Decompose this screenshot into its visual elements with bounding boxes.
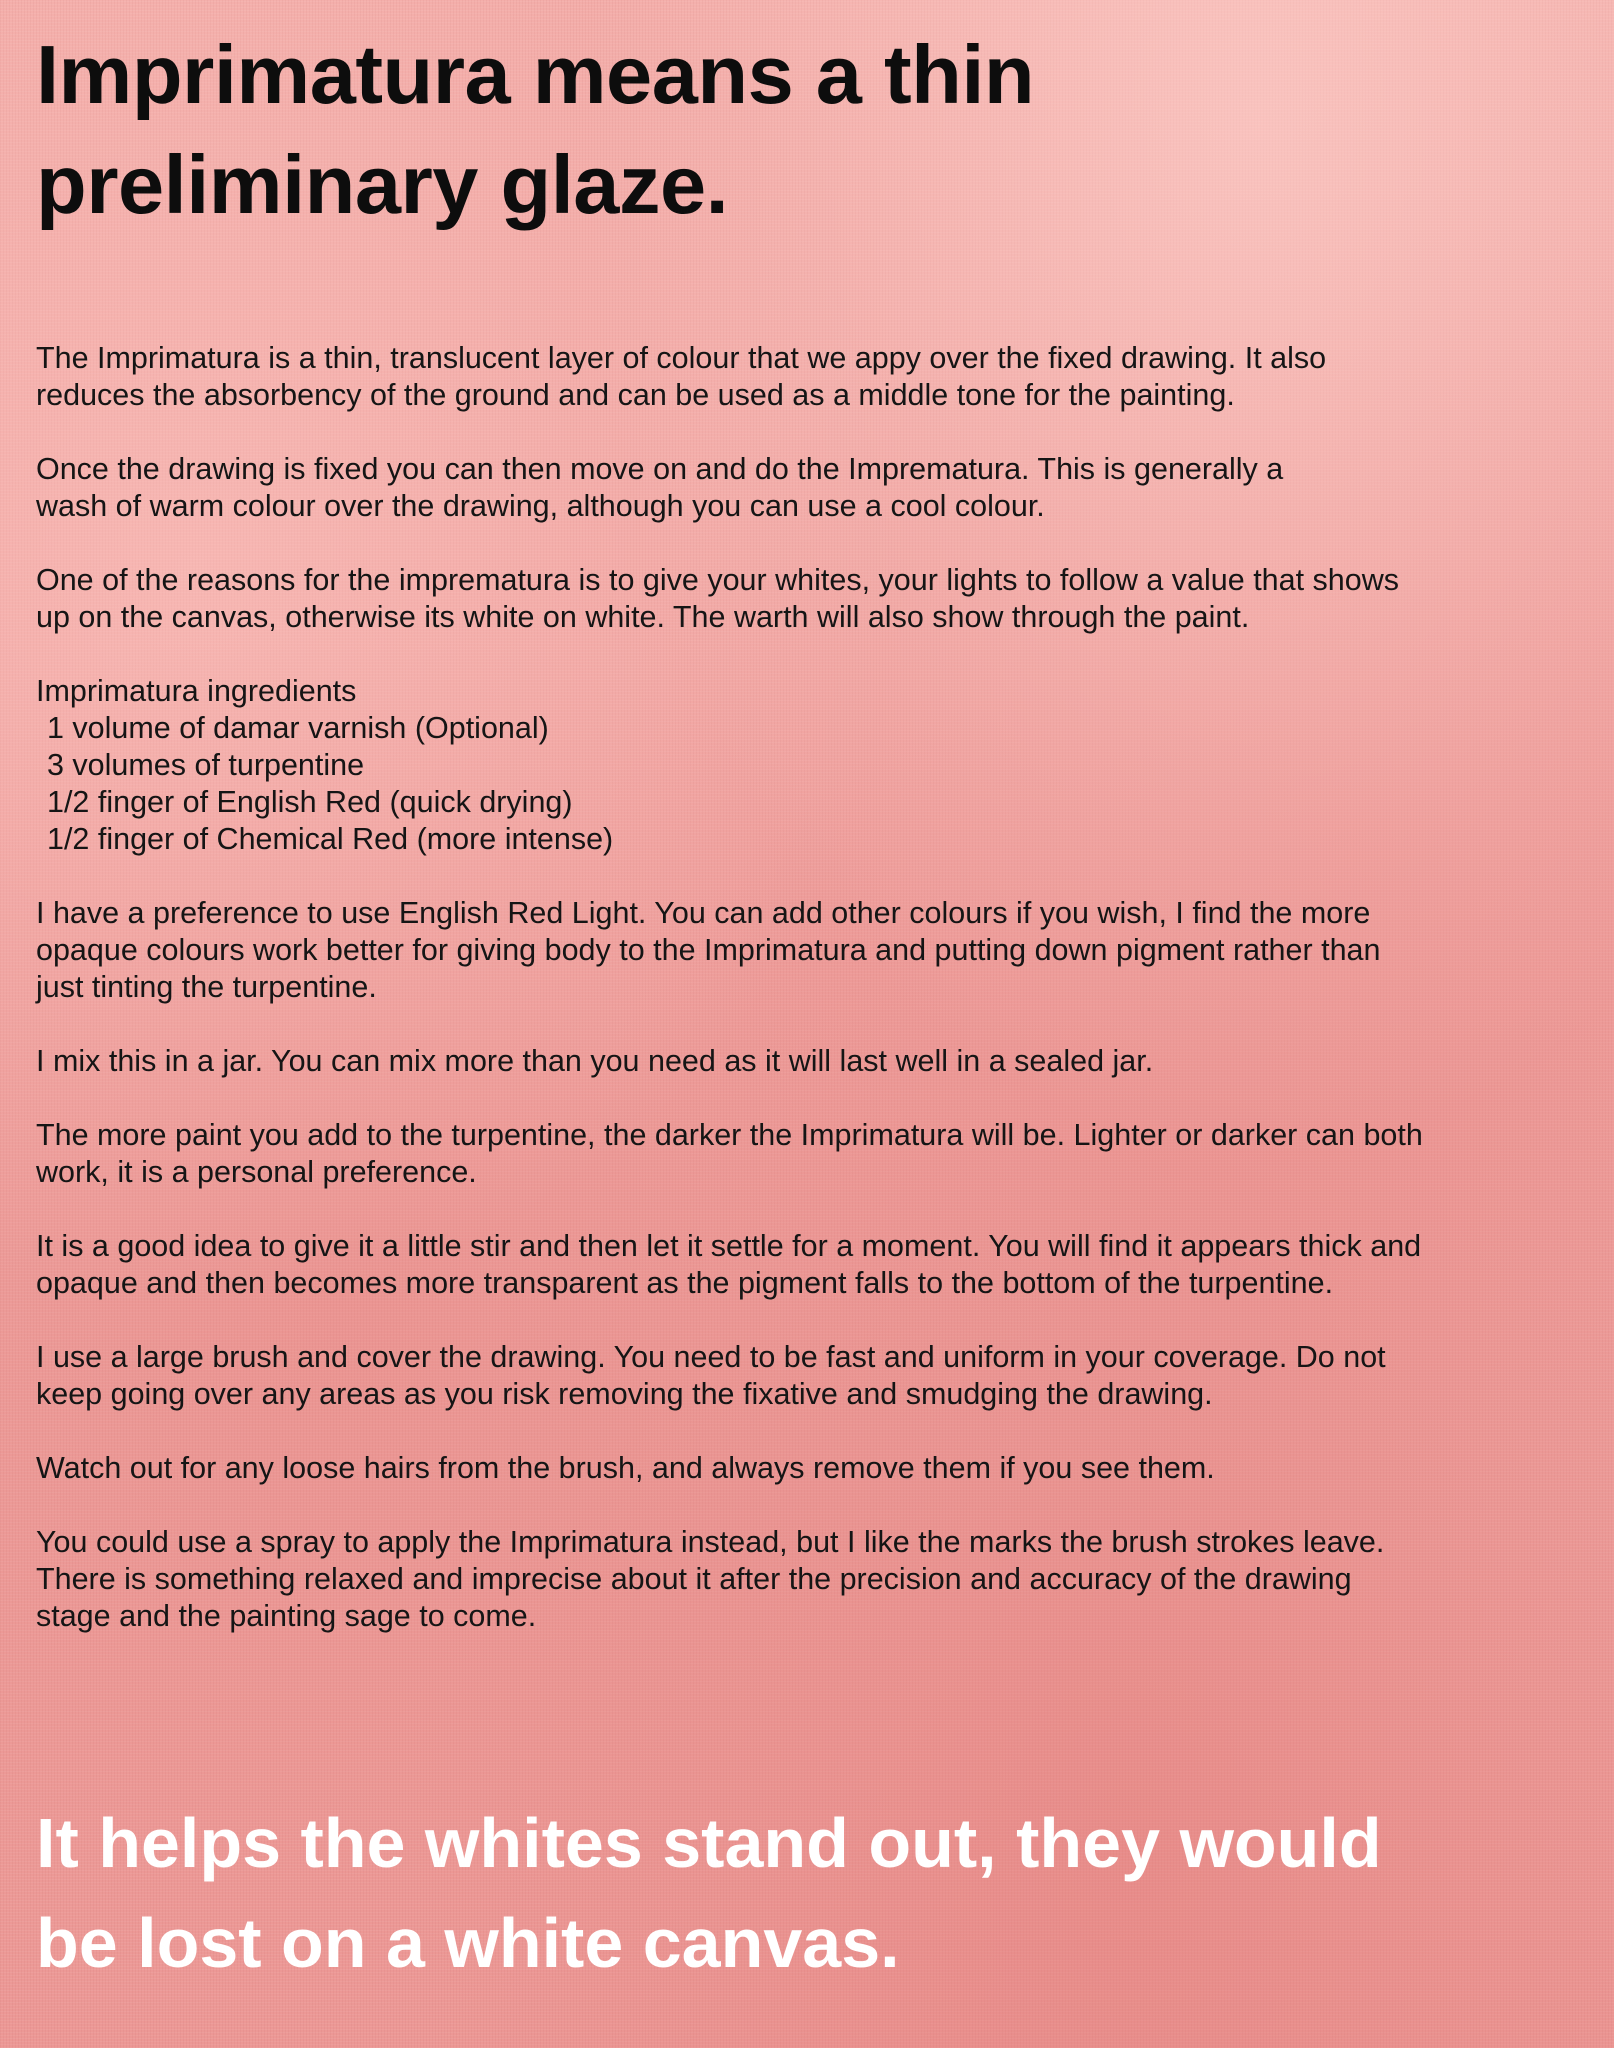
paragraph-line: It is a good idea to give it a little stir and then let it settle for a moment. You will find it appears thick and bbox=[36, 1229, 1422, 1263]
paragraph-brush bbox=[36, 1339, 1596, 1413]
paragraph-line: stage and the painting sage to come. bbox=[36, 1599, 537, 1633]
ingredient-item: 1 volume of damar varnish (Optional) bbox=[47, 711, 549, 745]
paragraph-definition bbox=[36, 340, 1596, 414]
ingredient-item: 3 volumes of turpentine bbox=[47, 748, 365, 782]
paragraph-line: I mix this in a jar. You can mix more than you need as it will last well in a sealed jar. bbox=[36, 1044, 1154, 1078]
paragraph-line: up on the canvas, otherwise its white on white. The warth will also show through the paint. bbox=[36, 600, 1250, 634]
paragraph-line: You could use a spray to apply the Imprimatura instead, but I like the marks the brush strokes leave. bbox=[36, 1525, 1385, 1559]
paragraph-line: reduces the absorbency of the ground and can be used as a middle tone for the painting. bbox=[36, 378, 1235, 412]
paragraph-jar bbox=[36, 1043, 1596, 1080]
paragraph-line: There is something relaxed and imprecise about it after the precision and accuracy of the drawing bbox=[36, 1562, 1352, 1596]
paragraph-line: keep going over any areas as you risk removing the fixative and smudging the drawing. bbox=[36, 1377, 1213, 1411]
paragraph-line: I have a preference to use English Red Light. You can add other colours if you wish, I find the more bbox=[36, 896, 1371, 930]
page-title-line-1: Imprimatura means a thin bbox=[36, 28, 1035, 121]
paragraph-line: One of the reasons for the imprematura is to give your whites, your lights to follow a value that shows bbox=[36, 563, 1399, 597]
pull-quote-line-1: It helps the whites stand out, they would bbox=[36, 1804, 1382, 1882]
article-body bbox=[36, 340, 1596, 1672]
paragraph-line: just tinting the turpentine. bbox=[36, 970, 377, 1004]
paragraph-line: work, it is a personal preference. bbox=[36, 1155, 477, 1189]
paragraph-line: I use a large brush and cover the drawing. You need to be fast and uniform in your coverage. Do not bbox=[36, 1340, 1386, 1374]
paragraph-line: wash of warm colour over the drawing, although you can use a cool colour. bbox=[36, 489, 1045, 523]
paragraph-hairs bbox=[36, 1450, 1596, 1487]
ingredient-item: 1/2 finger of English Red (quick drying) bbox=[47, 785, 573, 819]
paragraph-wash bbox=[36, 451, 1596, 525]
paragraph-line: opaque colours work better for giving body to the Imprimatura and putting down pigment rather than bbox=[36, 933, 1381, 967]
paragraph-line: opaque and then becomes more transparent as the pigment falls to the bottom of the turpentine. bbox=[36, 1266, 1334, 1300]
page-title-line-2: preliminary glaze. bbox=[36, 138, 729, 231]
paragraph-stir bbox=[36, 1228, 1596, 1302]
paragraph-line: The more paint you add to the turpentine, the darker the Imprimatura will be. Lighter or darker can both bbox=[36, 1118, 1423, 1152]
pull-quote-line-2: be lost on a white canvas. bbox=[36, 1904, 900, 1982]
page-title bbox=[36, 20, 1286, 240]
ingredients-list bbox=[36, 673, 1596, 858]
paragraph-spray bbox=[36, 1524, 1596, 1635]
paragraph-line: The Imprimatura is a thin, translucent layer of colour that we appy over the fixed drawing. It also bbox=[36, 341, 1327, 375]
paragraph-darkness bbox=[36, 1117, 1596, 1191]
paragraph-line: Watch out for any loose hairs from the brush, and always remove them if you see them. bbox=[36, 1451, 1215, 1485]
pull-quote bbox=[36, 1793, 1606, 1993]
paragraph-line: Once the drawing is fixed you can then move on and do the Imprematura. This is generally a bbox=[36, 452, 1284, 486]
ingredients-title: Imprimatura ingredients bbox=[36, 674, 357, 708]
paragraph-preference bbox=[36, 895, 1596, 1006]
paragraph-reasons bbox=[36, 562, 1596, 636]
ingredient-item: 1/2 finger of Chemical Red (more intense) bbox=[47, 822, 614, 856]
